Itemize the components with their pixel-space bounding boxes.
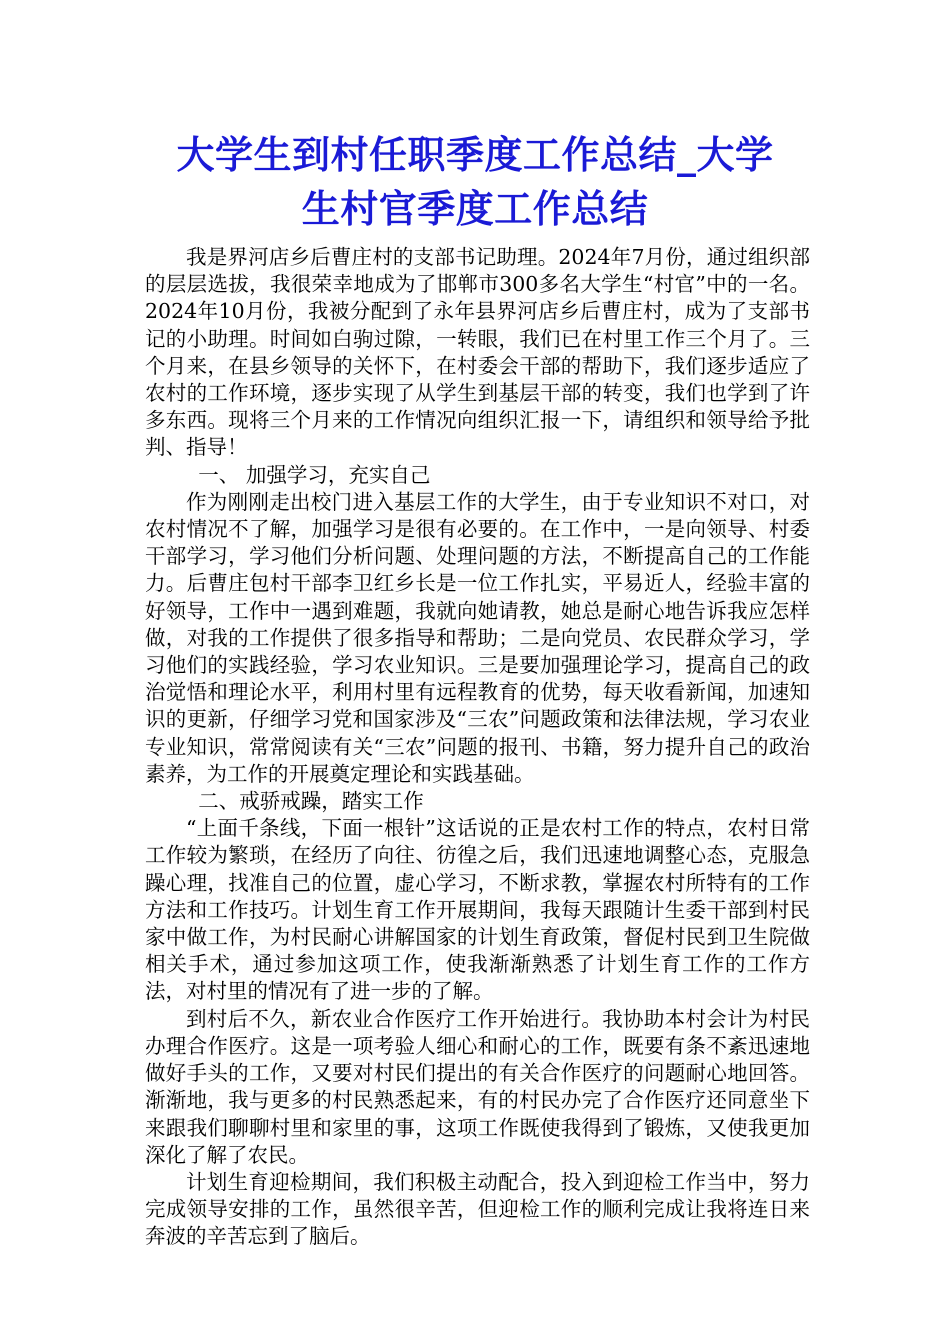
title-line-2: 生村官季度工作总结: [301, 187, 649, 231]
paragraph-inspection: 计划生育迎检期间，我们积极主动配合，投入到迎检工作当中，努力完成领导安排的工作，虽然很辛苦，但迎检工作的顺利完成让我将连日来奔波的辛苦忘到了脑后。: [145, 1169, 810, 1249]
document-title: [118, 128, 832, 236]
paragraph-study: 作为刚刚走出校门进入基层工作的大学生，由于专业知识不对口，对农村情况不了解，加强学习是很有必要的。在工作中，一是向领导、村委干部学习，学习他们分析问题、处理问题的方法，不断提高自己的工作能力。后曹庄包村干部李卫红乡长是一位工作扎实，平易近人，经验丰富的好领导，工作中一遇到难题，我就向她请教，她总是耐心地告诉我应怎样做，对我的工作提供了很多指导和帮助；二是向党员、农民群众学习，学习他们的实践经验，学习农业知识。三是要加强理论学习，提高自己的政治觉悟和理论水平，利用村里有远程教育的优势，每天收看新闻，加速知识的更新，仔细学习党和国家涉及“三农”问题政策和法律法规，学习农业专业知识，常常阅读有关“三农”问题的报刊、书籍，努力提升自己的政治素养，为工作的开展奠定理论和实践基础。: [145, 489, 810, 786]
paragraph-medical-cooperation: 到村后不久，新农业合作医疗工作开始进行。我协助本村会计为村民办理合作医疗。这是一项考验人细心和耐心的工作，既要有条不紊迅速地做好手头的工作，又要对村民们提出的有关合作医疗的问题耐心地回答。渐渐地，我与更多的村民熟悉起来，有的村民办完了合作医疗还同意坐下来跟我们聊聊村里和家里的事，这项工作既使我得到了锻炼，又使我更加深化了解了农民。: [145, 1006, 810, 1167]
section-heading-2: 二、戒骄戒躁，踏实工作: [198, 789, 424, 814]
title-line-1: 大学生到村任职季度工作总结_大学: [176, 133, 774, 177]
paragraph-work-attitude: “上面千条线，下面一根针”这话说的正是农村工作的特点，农村日常工作较为繁琐，在经历了向往、彷徨之后，我们迅速地调整心态，克服急躁心理，找准自己的位置，虚心学习，不断求教，掌握农村所特有的工作方法和工作技巧。计划生育工作开展期间，我每天跟随计生委干部到村民家中做工作，为村民耐心讲解国家的计划生育政策，督促村民到卫生院做相关手术，通过参加这项工作，使我渐渐熟悉了计划生育工作的工作方法，对村里的情况有了进一步的了解。: [145, 816, 810, 1004]
document-body: [145, 244, 810, 1251]
section-heading-1: 一、 加强学习，充实自己: [198, 462, 431, 487]
paragraph-intro: 我是界河店乡后曹庄村的支部书记助理。2024年7月份，通过组织部的层层选拔，我很荣幸地成为了邯郸市300多名大学生“村官”中的一名。2024年10月份，我被分配到了永年县界河店乡后曹庄村，成为了支部书记的小助理。时间如白驹过隙，一转眼，我们已在村里工作三个月了。三个月来，在县乡领导的关怀下，在村委会干部的帮助下，我们逐步适应了农村的工作环境，逐步实现了从学生到基层干部的转变，我们也学到了许多东西。现将三个月来的工作情况向组织汇报一下，请组织和领导给予批判、指导！: [145, 245, 810, 460]
